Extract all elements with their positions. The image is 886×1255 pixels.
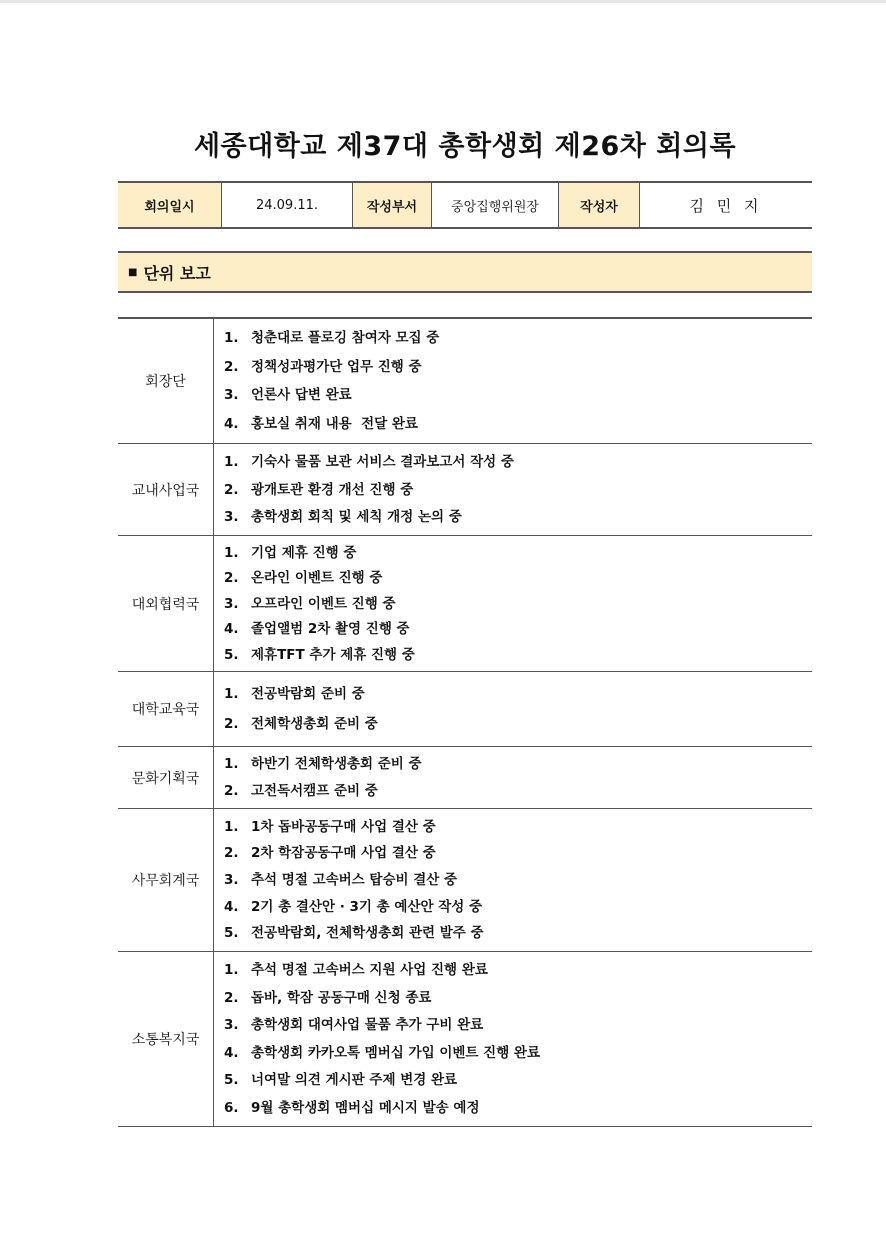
section-header	[118, 251, 812, 293]
item-number: 1.	[224, 330, 239, 347]
list-item	[224, 1044, 812, 1062]
meeting-date-value: 24.09.11.	[222, 183, 353, 227]
item-text: 총학생회 대여사업 물품 추가 구비 완료	[251, 1017, 484, 1034]
item-text: 기업 제휴 진행 중	[251, 544, 357, 561]
item-number: 1.	[224, 818, 239, 835]
list-item	[224, 782, 812, 800]
item-text: 총학생회 카카오톡 멤버십 가입 이벤트 진행 완료	[251, 1044, 541, 1061]
item-text: 추석 명절 고속버스 탑승비 결산 중	[251, 871, 458, 888]
item-text: 오프라인 이벤트 진행 중	[251, 595, 396, 612]
list-item	[224, 989, 812, 1007]
item-text: 9월 총학생회 멤버십 메시지 발송 예정	[251, 1099, 480, 1116]
department-name: 회장단	[118, 319, 214, 443]
writing-dept-value: 중앙집행위원장	[432, 183, 559, 227]
department-name: 대학교육국	[118, 672, 214, 746]
item-number: 5.	[224, 646, 239, 663]
list-item	[224, 358, 812, 376]
list-item	[224, 1071, 812, 1089]
top-border	[0, 0, 886, 3]
list-item	[224, 646, 812, 664]
item-list	[214, 319, 812, 443]
item-text: 기숙사 물품 보관 서비스 결과보고서 작성 중	[251, 454, 514, 471]
item-number: 2.	[224, 358, 239, 375]
department-name: 소통복지국	[118, 952, 214, 1126]
list-item	[224, 961, 812, 979]
item-number: 1.	[224, 962, 239, 979]
item-text: 제휴TFT 추가 제휴 진행 중	[251, 646, 415, 663]
item-number: 3.	[224, 508, 239, 525]
department-name: 문화기획국	[118, 747, 214, 808]
item-number: 1.	[224, 544, 239, 561]
item-text: 너여말 의견 게시판 주제 변경 완료	[251, 1072, 458, 1089]
item-number: 2.	[224, 481, 239, 498]
report-row	[118, 747, 812, 809]
item-text: 홍보실 취재 내용 전달 완료	[251, 415, 418, 432]
report-row	[118, 319, 812, 444]
list-item	[224, 595, 812, 613]
list-item	[224, 715, 812, 733]
list-item	[224, 844, 812, 862]
list-item	[224, 898, 812, 916]
item-text: 전공박람회 준비 중	[251, 685, 365, 702]
item-text: 2차 학잠공동구매 사업 결산 중	[251, 845, 436, 862]
report-row	[118, 536, 812, 672]
list-item	[224, 755, 812, 773]
item-text: 고전독서캠프 준비 중	[251, 782, 378, 799]
item-number: 2.	[224, 716, 239, 733]
item-number: 4.	[224, 898, 239, 915]
item-number: 2.	[224, 782, 239, 799]
item-number: 5.	[224, 925, 239, 942]
item-number: 1.	[224, 756, 239, 773]
document-title: 세종대학교 제37대 총학생회 제26차 회의록	[193, 131, 737, 162]
list-item	[224, 329, 812, 347]
list-item	[224, 415, 812, 433]
item-number: 2.	[224, 989, 239, 1006]
department-name: 대외협력국	[118, 536, 214, 671]
item-number: 3.	[224, 1017, 239, 1034]
item-text: 청춘대로 플로깅 참여자 모집 중	[251, 330, 440, 347]
list-item	[224, 569, 812, 587]
item-number: 6.	[224, 1099, 239, 1116]
item-number: 2.	[224, 570, 239, 586]
author-label: 작성자	[559, 183, 640, 227]
meta-table	[118, 181, 812, 229]
department-name: 교내사업국	[118, 444, 214, 535]
report-row	[118, 444, 812, 536]
item-list	[214, 952, 812, 1126]
list-item	[224, 1099, 812, 1117]
list-item	[224, 1016, 812, 1034]
item-number: 3.	[224, 871, 239, 888]
list-item	[224, 924, 812, 942]
report-row	[118, 672, 812, 747]
item-number: 3.	[224, 595, 239, 612]
item-text: 졸업앨범 2차 촬영 진행 중	[251, 621, 410, 637]
list-item	[224, 481, 812, 499]
square-marker-icon: ■	[128, 266, 138, 278]
writing-dept-label: 작성부서	[353, 183, 432, 227]
item-list	[214, 809, 812, 951]
department-name: 사무회계국	[118, 809, 214, 951]
item-number: 3.	[224, 387, 239, 404]
item-number: 5.	[224, 1072, 239, 1089]
report-row	[118, 809, 812, 952]
list-item	[224, 453, 812, 471]
item-text: 전공박람회, 전체학생총회 관련 발주 중	[251, 925, 484, 942]
item-text: 2기 총 결산안 · 3기 총 예산안 작성 중	[251, 898, 483, 915]
item-number: 1.	[224, 685, 239, 702]
item-text: 온라인 이벤트 진행 중	[251, 570, 383, 586]
item-text: 광개토관 환경 개선 진행 중	[251, 481, 414, 498]
list-item	[224, 620, 812, 638]
item-text: 총학생회 회칙 및 세칙 개정 논의 중	[251, 508, 462, 525]
item-list	[214, 536, 812, 671]
item-text: 돕바, 학잠 공동구매 신청 종료	[251, 989, 432, 1006]
item-text: 정책성과평가단 업무 진행 중	[251, 358, 422, 375]
list-item	[224, 386, 812, 404]
meeting-date-label: 회의일시	[118, 183, 222, 227]
item-text: 추석 명절 고속버스 지원 사업 진행 완료	[251, 962, 488, 979]
item-list	[214, 672, 812, 746]
author-value: 김 민 지	[689, 196, 763, 215]
list-item	[224, 508, 812, 526]
report-table	[118, 317, 812, 1127]
item-text: 전체학생총회 준비 중	[251, 716, 378, 733]
list-item	[224, 871, 812, 889]
item-list	[214, 444, 812, 535]
item-list	[214, 747, 812, 808]
item-text: 하반기 전체학생총회 준비 중	[251, 756, 422, 773]
item-text: 언론사 답변 완료	[251, 387, 352, 404]
item-text: 1차 돕바공동구매 사업 결산 중	[251, 818, 436, 835]
list-item	[224, 544, 812, 562]
item-number: 2.	[224, 845, 239, 862]
item-number: 4.	[224, 621, 239, 637]
item-number: 4.	[224, 1044, 239, 1061]
section-title: 단위 보고	[143, 263, 211, 283]
list-item	[224, 685, 812, 703]
report-row	[118, 952, 812, 1127]
item-number: 1.	[224, 454, 239, 471]
item-number: 4.	[224, 415, 239, 432]
list-item	[224, 818, 812, 836]
